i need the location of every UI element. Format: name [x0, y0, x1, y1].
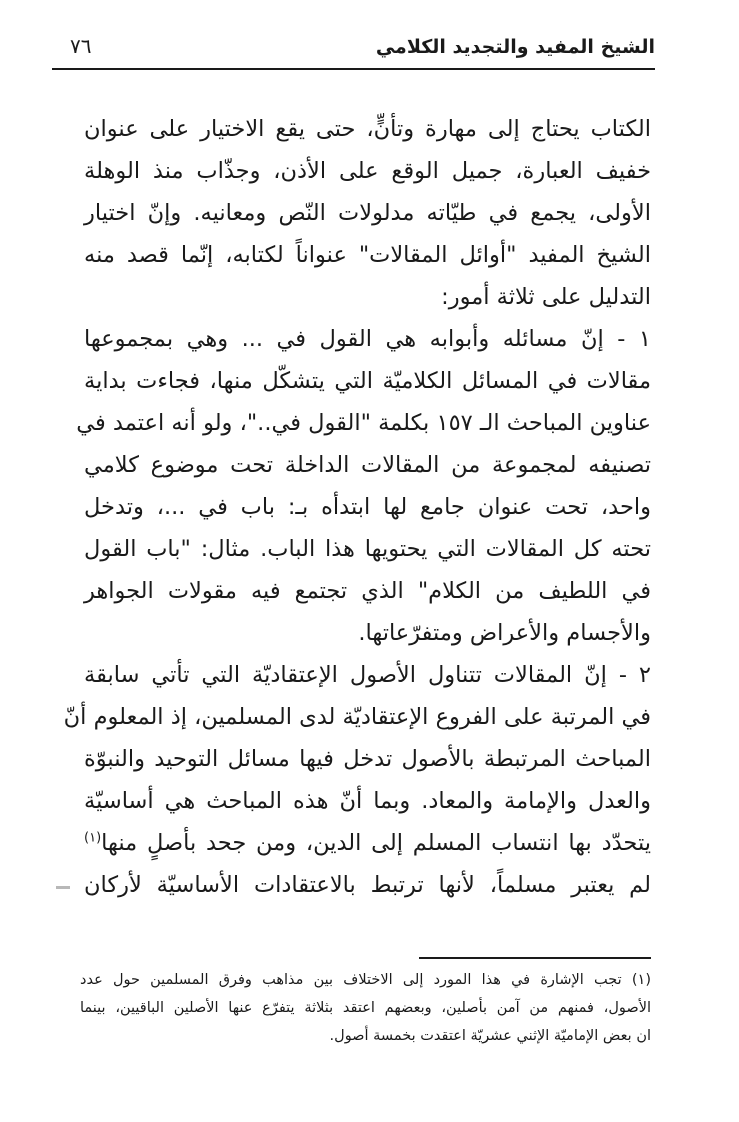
body-line: مقالات في المسائل الكلاميّة التي يتشكّل منها، فجاءت بداية	[84, 368, 651, 394]
body-line: ٢ - إنّ المقالات تتناول الأصول الإعتقاديّة التي تأتي سابقة	[84, 662, 651, 688]
body-line: الكتاب يحتاج إلى مهارة وتأنٍّ، حتى يقع الاختيار على عنوان	[84, 116, 651, 142]
running-title: الشيخ المفيد والتجديد الكلامي	[375, 36, 655, 58]
body-line: خفيف العبارة، جميل الوقع على الأذن، وجذّاب منذ الوهلة	[84, 158, 651, 184]
body-line: عناوين المباحث الـ ١٥٧ بكلمة "القول في.."، ولو أنه اعتمد في	[76, 410, 651, 436]
footnote-line: (١) تجب الإشارة في هذا المورد إلى الاختلاف بين مذاهب وفرق المسلمين حول عدد	[80, 972, 651, 988]
page-number: ٧٦	[70, 34, 92, 58]
body-text	[63, 108, 651, 906]
body-line: ١ - إنّ مسائله وأبوابه هي القول في ... وهي بمجموعها	[84, 326, 651, 352]
body-line: والأجسام والأعراض ومتفرّعاتها.	[358, 620, 651, 646]
body-line: الأولى، يجمع في طيّاته مدلولات النّص ومعانيه. وإنّ اختيار	[84, 200, 651, 226]
body-line: لم يعتبر مسلماً، لأنها ترتبط بالاعتقادات الأساسيّة لأركان	[84, 872, 651, 898]
body-line: المباحث المرتبطة بالأصول تدخل فيها مسائل التوحيد والنبوّة	[84, 746, 651, 772]
body-line: التدليل على ثلاثة أمور:	[441, 284, 651, 310]
body-line-text: يتحدّد بها انتساب المسلم إلى الدين، ومن جحد بأصلٍ منها	[101, 830, 651, 856]
body-line: تصنيفه لمجموعة من المقالات الداخلة تحت موضوع كلامي	[84, 452, 651, 478]
body-line: تحته كل المقالات التي يحتويها هذا الباب. مثال: "باب القول	[84, 536, 651, 562]
footnote-line: الأصول، فمنهم من آمن بأصلين، وبعضهم اعتقد بثلاثة يتفرّع عنها الأصلين الباقيين، بينما	[80, 1000, 651, 1016]
body-line: في المرتبة على الفروع الإعتقاديّة لدى المسلمين، إذ المعلوم أنّ	[63, 704, 651, 730]
body-line-with-footnote-ref	[84, 822, 651, 864]
margin-mark	[56, 886, 70, 889]
body-line: واحد، تحت عنوان جامع لها ابتدأه بـ: باب في ...، وتدخل	[84, 494, 651, 520]
footnote-separator	[419, 957, 651, 959]
footnote-ref: (١)	[84, 830, 102, 846]
body-line: في اللطيف من الكلام" الذي تجتمع فيه مقولات الجواهر	[84, 578, 651, 604]
body-line: والعدل والإمامة والمعاد. وبما أنّ هذه المباحث هي أساسيّة	[84, 788, 651, 814]
footnote-line: ان بعض الإماميّة الإثني عشريّة اعتقدت بخمسة أصول.	[329, 1028, 651, 1044]
page-header	[52, 28, 655, 70]
footnotes	[80, 966, 651, 1050]
body-line: الشيخ المفيد "أوائل المقالات" عنواناً لكتابه، إنّما قصد منه	[84, 242, 651, 268]
